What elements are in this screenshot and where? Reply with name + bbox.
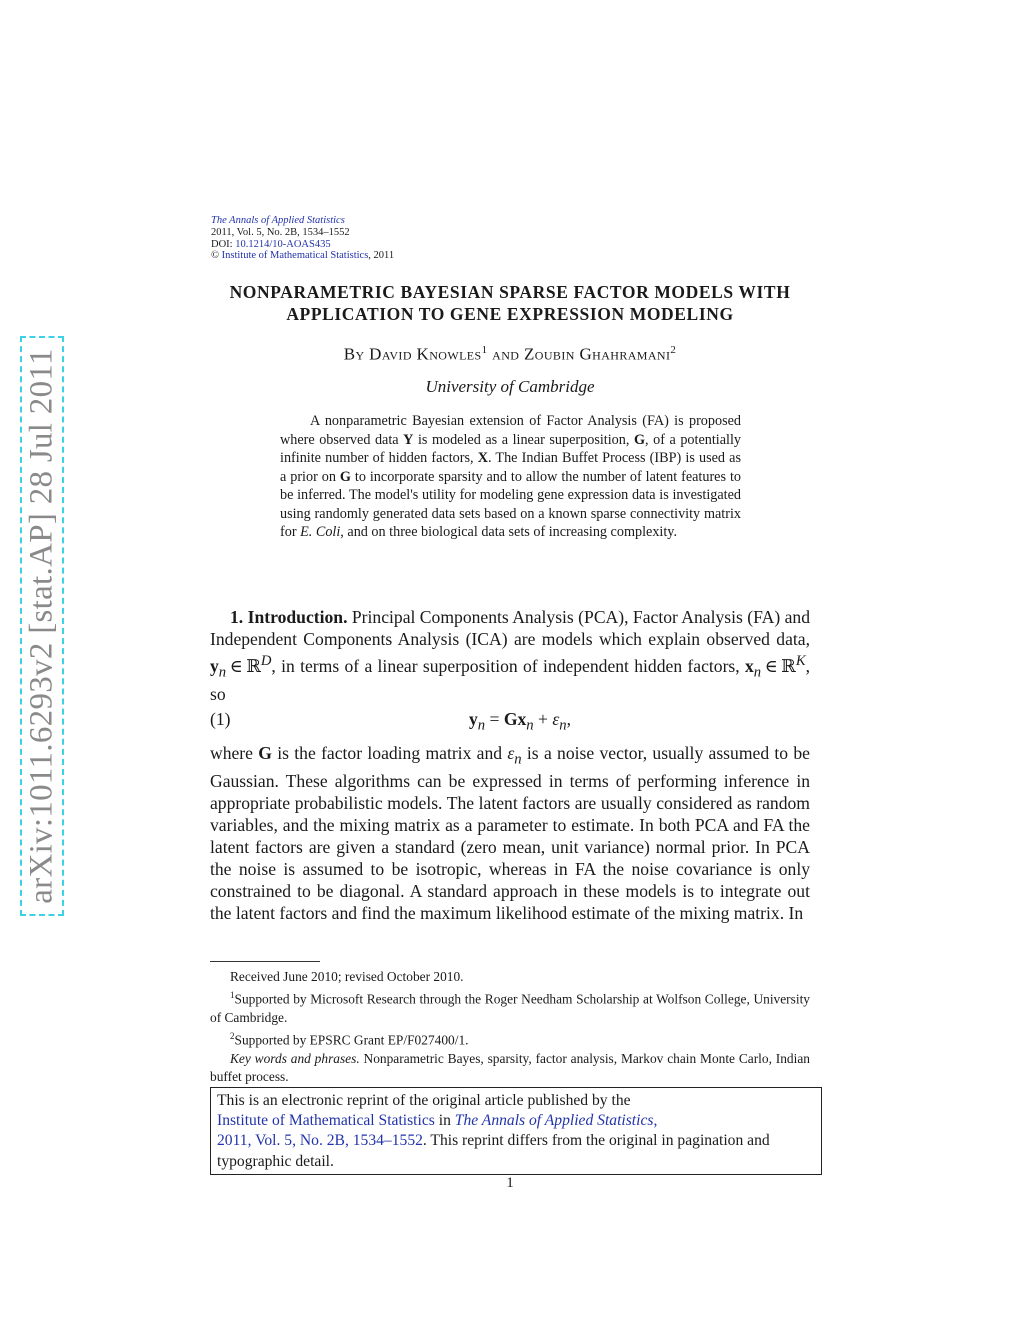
copyright-icon: © — [211, 250, 219, 262]
copyright-line: © Institute of Mathematical Statistics, 2011 — [211, 250, 395, 262]
footnotes — [210, 968, 810, 1087]
page-number: 1 — [506, 1175, 514, 1191]
doi-line: DOI: 10.1214/10-AOAS435 — [211, 238, 331, 250]
volume-line: 2011, Vol. 5, No. 2B, 1534–1552 — [211, 226, 350, 238]
arxiv-id: arXiv:1011.6293v2 [stat.AP] 28 Jul 2011 — [23, 348, 60, 904]
equation-1 — [210, 709, 810, 733]
paper-title: NONPARAMETRIC BAYESIAN SPARSE FACTOR MODELS WITH APPLICATION TO GENE EXPRESSION MODELING — [229, 282, 791, 324]
arxiv-sidebar — [20, 336, 64, 916]
footnote-2: $^2$Supported by EPSRC Grant EP/F027400/1. — [230, 1031, 469, 1048]
section-heading: 1. Introduction. — [230, 607, 348, 627]
affiliation: University of Cambridge — [425, 377, 595, 396]
keywords: Key words and phrases. Nonparametric Bayes, sparsity, factor analysis, Markov chain Monte Carlo, Indian buffet process. — [210, 1051, 810, 1085]
journal-header — [211, 215, 394, 262]
footnote-rule — [210, 961, 320, 962]
abstract: A nonparametric Bayesian extension of Factor Analysis (FA) is proposed where observed data Y is modeled as a linear superposition, G, of a potentially infinite number of hidden factors, X. The Indian Buffet Process (IBP) is used as a prior on G to incorporate sparsity and to allow the number of latent features to be inferred. The model's utility for modeling gene expression data is investigated using randomly generated data sets based on a known sparse connectivity matrix for E. Coli, and on three biological data sets of increasing complexity. — [280, 413, 741, 540]
authors: By David Knowles$^1$ and Zoubin Ghahramani$^2$ — [343, 344, 677, 364]
introduction-paragraph: 1. Introduction. Principal Components Analysis (PCA), Factor Analysis (FA) and Independent Components Analysis (ICA) are models which explain observed data, $y_n$ ∈ ℝ$^D$, in terms of a linear superposition of independent hidden factors, $x_n$ ∈ ℝ$^K$, so — [210, 607, 810, 705]
body-paragraph: where G is the factor loading matrix and $\varepsilon_n$ is a noise vector, usually assumed to be Gaussian. These algorithms can be expressed in terms of performing inference in appropriate probabilistic models. The latent factors are usually considered as random variables, and the mixing matrix as a parameter to estimate. In both PCA and FA the latent factors are given a standard (zero mean, unit variance) normal prior. In PCA the noise is assumed to be isotropic, whereas in FA the noise covariance is only constrained to be diagonal. A standard approach in these models is to integrate out the latent factors and find the maximum likelihood estimate of the mixing matrix. In — [210, 743, 810, 923]
doi-link[interactable]: 10.1214/10-AOAS435 — [235, 238, 331, 250]
reprint-journal-link[interactable]: The Annals of Applied Statistics — [454, 1112, 654, 1130]
journal-link[interactable]: The Annals of Applied Statistics — [211, 215, 345, 226]
reprint-notice: This is an electronic reprint of the original article published by the Institute of Mathematical Statistics in The Annals of Applied Statistics, 2011, Vol. 5, No. 2B, 1534–1552. This reprint differs from the original in pagination and typographic detail. — [210, 1087, 822, 1175]
reprint-institute-link[interactable]: Institute of Mathematical Statistics — [217, 1112, 435, 1130]
received-note: Received June 2010; revised October 2010. — [230, 969, 464, 984]
institute-link[interactable]: Institute of Mathematical Statistics — [221, 250, 369, 262]
footnote-1: $^1$Supported by Microsoft Research through the Roger Needham Scholarship at Wolfson College, University of Cambridge. — [210, 990, 810, 1026]
equation-number: (1) — [210, 709, 231, 729]
reprint-volume-link[interactable]: 2011, Vol. 5, No. 2B, 1534–1552 — [217, 1132, 423, 1150]
equation-body: $y_n = Gx_n + \varepsilon_n$, — [468, 709, 572, 734]
